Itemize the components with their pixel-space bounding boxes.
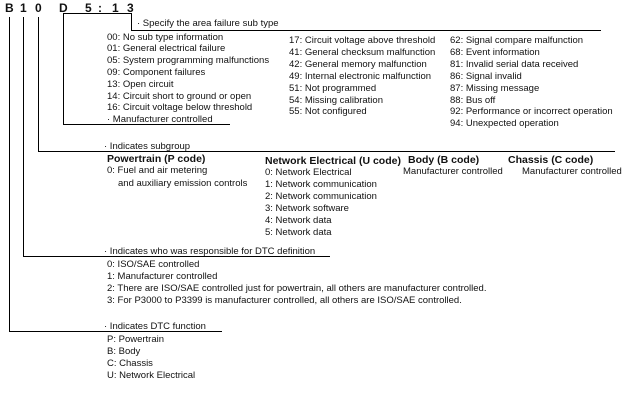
- responsible-line: 2: There are ISO/SAE controlled just for powertrain, all others are manufacturer controlled.: [107, 283, 487, 294]
- powertrain-line: and auxiliary emission controls: [118, 178, 248, 189]
- area-failure-col3-item: 62: Signal compare malfunction: [450, 35, 584, 46]
- area-failure-col2-item: 55: Not configured: [289, 106, 367, 117]
- powertrain-header: Powertrain (P code): [107, 153, 206, 165]
- subgroup-title: · Indicates subgroup: [104, 141, 191, 152]
- responsible-line: 1: Manufacturer controlled: [107, 271, 218, 282]
- network-line: 1: Network communication: [265, 179, 377, 190]
- area-failure-col2-item: 54: Missing calibration: [289, 95, 383, 106]
- code-char-area-3: 3: [127, 1, 134, 15]
- network-header: Network Electrical (U code): [265, 155, 401, 167]
- area-failure-col1-item: 01: General electrical failure: [107, 43, 226, 54]
- responsible-line: 0: ISO/SAE controlled: [107, 259, 200, 270]
- area-failure-col1-item: 16: Circuit voltage below threshold: [107, 102, 253, 113]
- area-failure-col3-item: 94: Unexpected operation: [450, 118, 559, 129]
- body-header: Body (B code): [408, 154, 480, 166]
- code-char-subgroup: 0: [35, 1, 42, 15]
- area-failure-title: · Specify the area failure sub type: [137, 18, 279, 29]
- function-line: U: Network Electrical: [107, 370, 196, 381]
- area-failure-col3-item: 92: Performance or incorrect operation: [450, 106, 613, 117]
- chassis-text: Manufacturer controlled: [522, 166, 622, 177]
- area-failure-manufacturer: · Manufacturer controlled: [107, 114, 213, 125]
- area-failure-col1-item: 09: Component failures: [107, 67, 206, 78]
- area-failure-col1-item: 05: System programming malfunctions: [107, 55, 270, 66]
- network-line: 5: Network data: [265, 227, 332, 238]
- body-text: Manufacturer controlled: [403, 166, 503, 177]
- area-failure-col3-item: 88: Bus off: [450, 95, 496, 106]
- function-title: · Indicates DTC function: [104, 321, 206, 332]
- code-char-area-5: 5: [85, 1, 92, 15]
- network-line: 0: Network Electrical: [265, 167, 352, 178]
- code-char-function: B: [5, 1, 14, 15]
- powertrain-line: 0: Fuel and air metering: [107, 165, 208, 176]
- area-failure-col3-item: 81: Invalid serial data received: [450, 59, 579, 70]
- area-failure-col2-item: 17: Circuit voltage above threshold: [289, 35, 436, 46]
- area-failure-col3-item: 68: Event information: [450, 47, 540, 58]
- area-failure-col1-item: 13: Open circuit: [107, 79, 174, 90]
- responsible-title: · Indicates who was responsible for DTC definition: [104, 246, 316, 257]
- area-failure-col1-item: 00: No sub type information: [107, 32, 224, 43]
- function-line: P: Powertrain: [107, 334, 165, 345]
- code-char-area-1: 1: [112, 1, 119, 15]
- network-line: 3: Network software: [265, 203, 349, 214]
- function-line: C: Chassis: [107, 358, 153, 369]
- function-line: B: Body: [107, 346, 141, 357]
- area-failure-col1-item: 14: Circuit short to ground or open: [107, 91, 252, 102]
- code-char-area-d: D: [59, 1, 68, 15]
- chassis-header: Chassis (C code): [508, 154, 594, 166]
- area-failure-col2-item: 51: Not programmed: [289, 83, 377, 94]
- area-failure-col2-item: 49: Internal electronic malfunction: [289, 71, 432, 82]
- area-failure-col3-item: 87: Missing message: [450, 83, 540, 94]
- network-line: 2: Network communication: [265, 191, 377, 202]
- network-line: 4: Network data: [265, 215, 332, 226]
- area-failure-col2-item: 42: General memory malfunction: [289, 59, 427, 70]
- code-char-colon: :: [98, 1, 103, 15]
- area-failure-col2-item: 41: General checksum malfunction: [289, 47, 436, 58]
- code-char-responsible: 1: [20, 1, 27, 15]
- area-failure-col3-item: 86: Signal invalid: [450, 71, 522, 82]
- responsible-line: 3: For P3000 to P3399 is manufacturer controlled, all others are ISO/SAE controlled.: [107, 295, 462, 306]
